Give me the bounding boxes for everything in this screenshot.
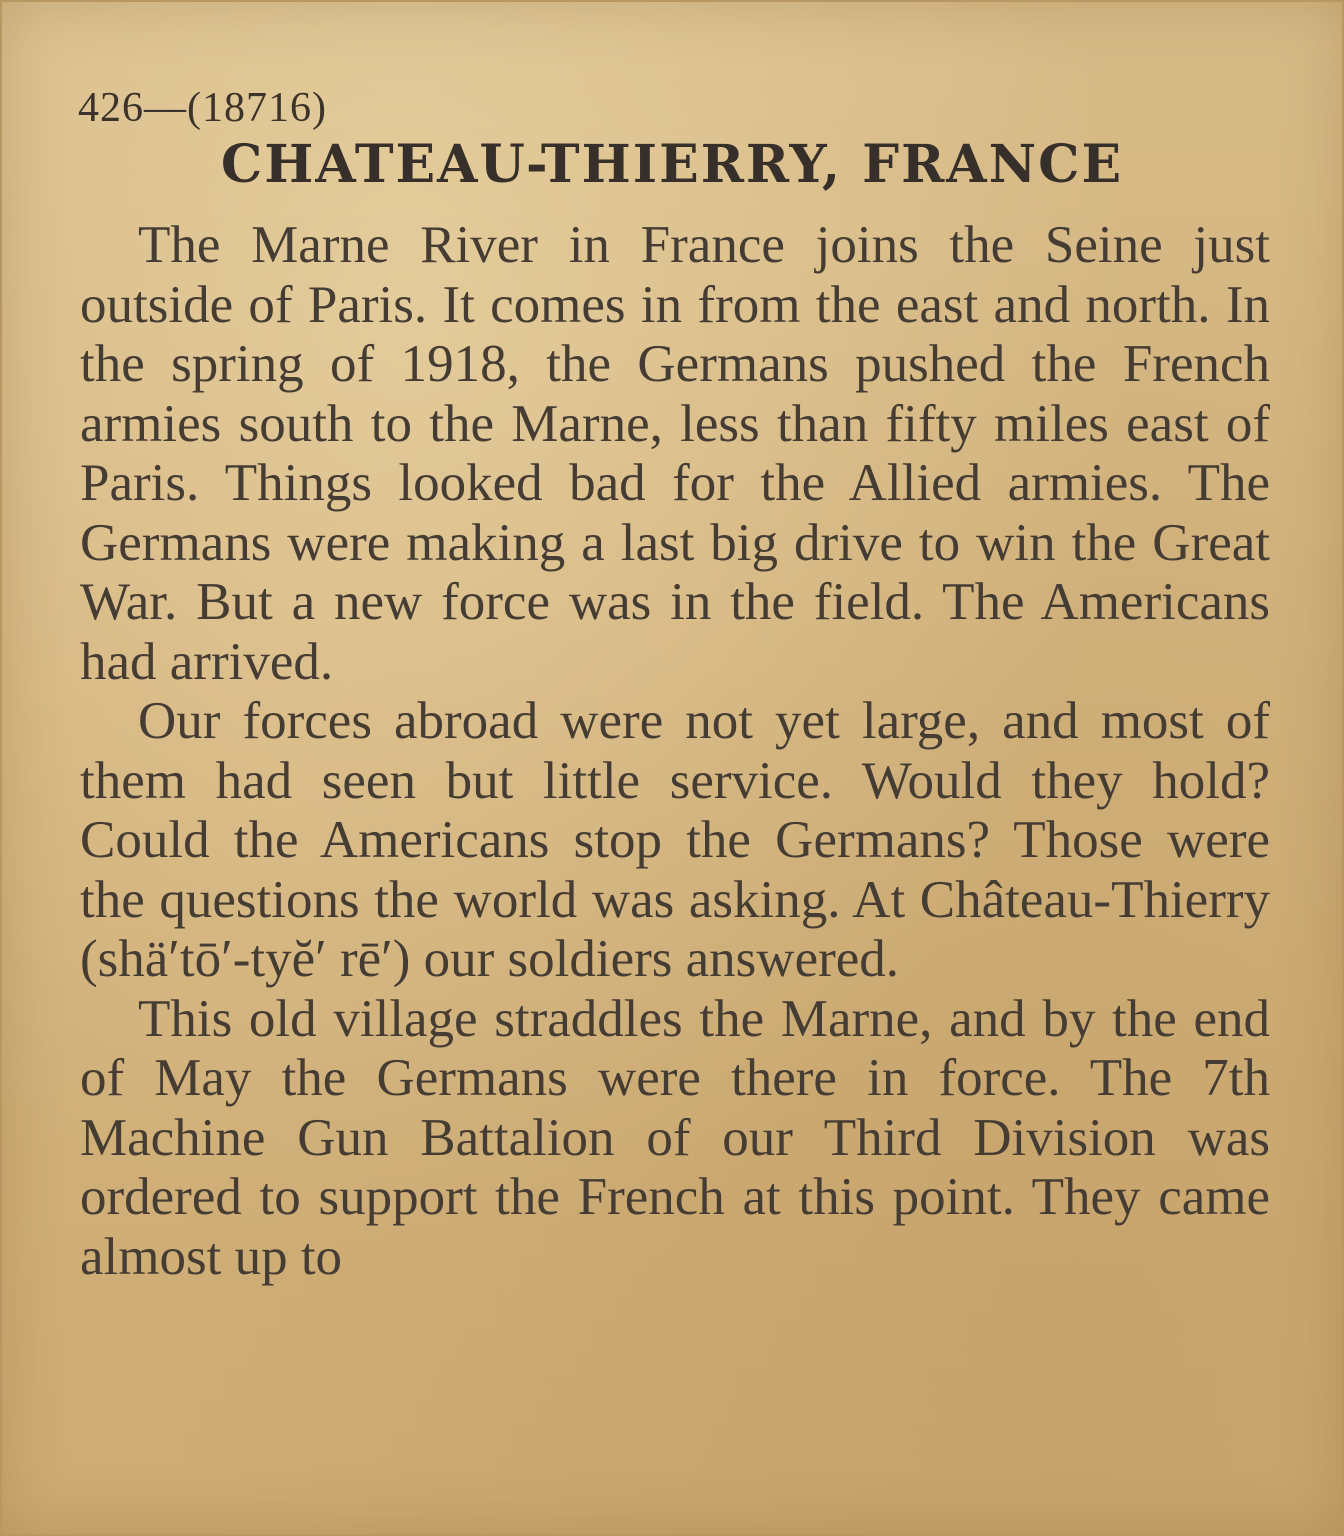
page-title: CHATEAU-THIERRY, FRANCE xyxy=(220,134,1124,195)
paragraph-1: The Marne River in France joins the Seine just outside of Paris. It comes in from the east and north. In the spring of 1918, the Germans pushed the French armies south to the Marne, less than fifty miles east of Paris. Things looked bad for the Allied armies. The Germans were making a last big drive to win the Great War. But a new force was in the field. The Americans had arrived. xyxy=(80,216,1270,691)
reverse-side-bleed-top xyxy=(142,4,1192,34)
reverse-side-bleed-bottom xyxy=(142,1500,1192,1530)
paragraph-3: This old village straddles the Marne, and by the end of May the Germans were there in force. The 7th Machine Gun Battalion of our Third Division was ordered to support the French at this point. They came almost up to xyxy=(80,989,1270,1286)
catalog-number: 426—(18716) xyxy=(78,85,327,131)
body-text xyxy=(80,216,1270,1287)
paragraph-2: Our forces abroad were not yet large, and most of them had seen but little service. Would they hold? Could the Americans stop the Germans? Those were the questions the world was asking. At Château-Thierry (shä′tō′-tyĕ′ rē′) our soldiers answered. xyxy=(80,692,1270,988)
